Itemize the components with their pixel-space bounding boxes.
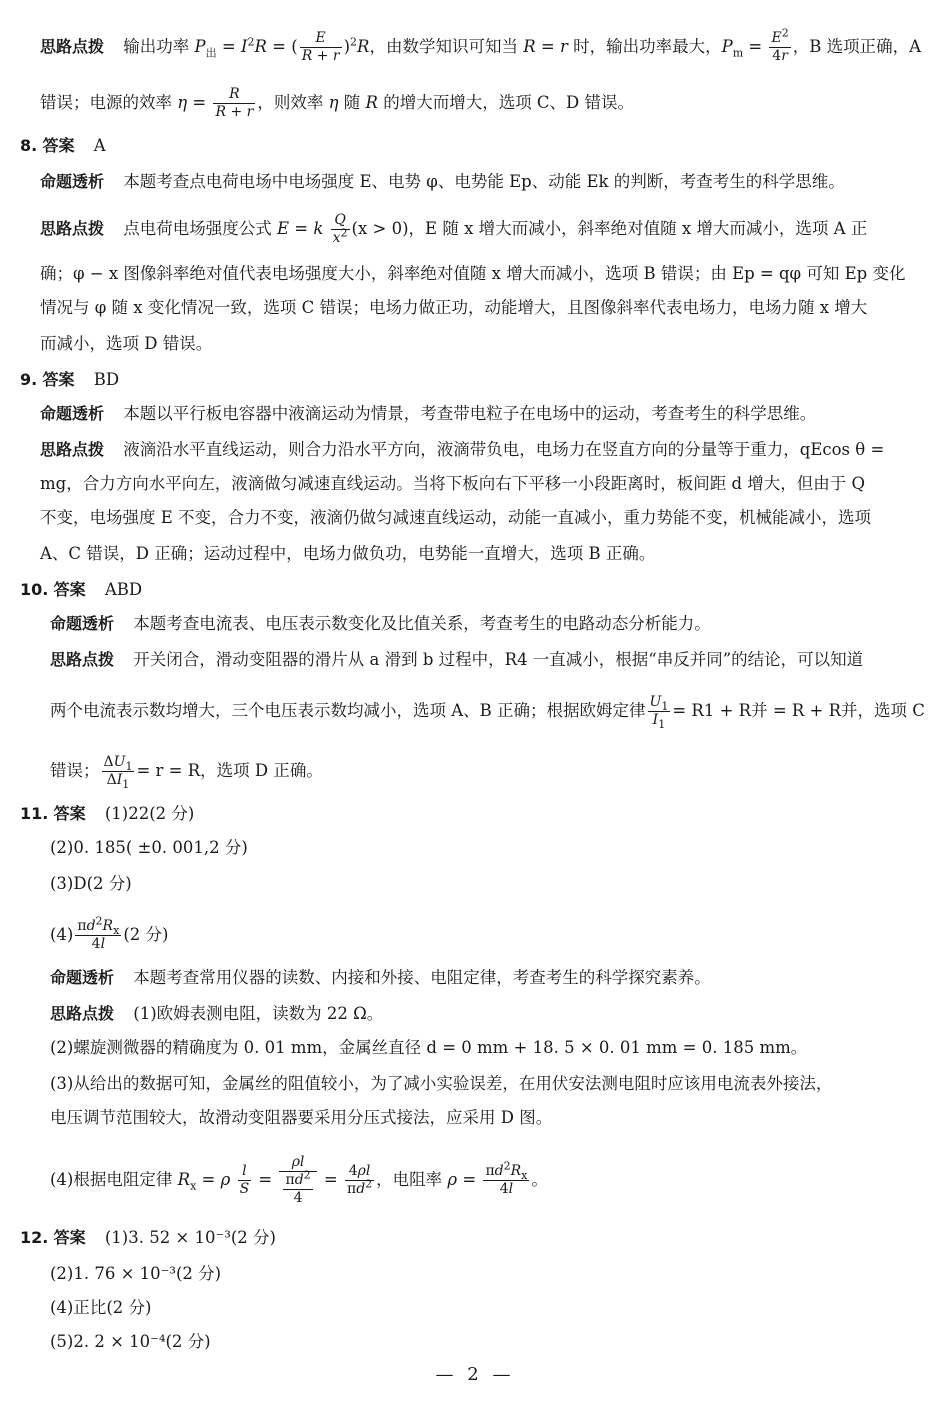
q7-analysis-line1: 思路点拨 输出功率 $P_出 = I^2R$ = ( $\frac{E}{R + r}$ )$^2$R，由数学知识可知当 R = r 时，输出功率最大，$P_m$ = $\frac{E^2}{4r}$ ，B 选项正确，A: [40, 26, 922, 64]
q11-analysis-line3: (3)从给出的数据可知，金属丝的阻值较小，为了减小实验误差，在用伏安法测电阻时应该用电流表外接法，: [50, 1074, 833, 1093]
fraction: $\frac{E}{R + r}$: [301, 30, 340, 64]
q11-answer-3: (3)D(2 分): [50, 874, 132, 893]
q10-analysis-line2: 两个电流表示数均增大，三个电压表示数均减小，选项 A、B 正确；根据欧姆定律 $\frac{U_1}{I_1}$ = R1 + R并 = R + R并，选项 C: [50, 694, 925, 731]
q7-analysis-line2: 错误；电源的效率 η = $\frac{R}{R + r}$ ，则效率 η 随 R 的增大而增大，选项 C、D 错误。: [40, 86, 635, 120]
q11-analysis-line5: (4)根据电阻定律 $R_x = \rho$ $\frac{l}{S}$ = $\frac{\rho l}{\frac{\pi d^2}{4}}$ = $\frac{4\rho l}{\pi d^2}$ ，电阻率 ρ = $\frac{\pi d^2R_x}{4l}$ 。: [50, 1154, 548, 1206]
q8-answer-line: 8. 答案 A: [20, 136, 106, 155]
q12-answer-2: (2)1. 76 × 10⁻³(2 分): [50, 1264, 222, 1283]
fraction: $\frac{Q}{x^2}$: [332, 212, 348, 246]
q8-analysis-line4: 而减小，选项 D 错误。: [40, 334, 213, 353]
q7-analysis-label: 思路点拨: [40, 37, 105, 56]
q10-analysis-line1: 思路点拨 开关闭合，滑动变阻器的滑片从 a 滑到 b 过程中，R4 一直减小，根据“串反并同”的结论，可以知道: [50, 650, 864, 669]
fraction: $\frac{U_1}{I_1}$: [649, 694, 669, 731]
q9-answer-line: 9. 答案 BD: [20, 370, 120, 389]
q11-answer-line: 11. 答案 (1)22(2 分): [20, 804, 195, 823]
fraction: $\frac{\pi d^2R_x}{4l}$: [485, 1159, 528, 1197]
fraction: $\frac{l}{S}$: [239, 1163, 250, 1197]
q11-answer-2: (2)0. 185( ±0. 001,2 分): [50, 838, 248, 857]
q12-answer-5: (5)2. 2 × 10⁻⁴(2 分): [50, 1332, 211, 1351]
q9-analysis-line3: 不变，电场强度 E 不变，合力不变，液滴仍做匀减速直线运动，动能一直减小，重力势能不变，机械能减小，选项: [40, 508, 872, 527]
q9-analysis-line2: mg，合力方向水平向左，液滴做匀减速直线运动。当将下板向右下平移一小段距离时，板间距 d 增大，但由于 Q: [40, 474, 866, 493]
q11-analysis-line4: 电压调节范围较大，故滑动变阻器要采用分压式接法，应采用 D 图。: [50, 1108, 553, 1127]
q8-analysis-line3: 情况与 φ 随 x 变化情况一致，选项 C 错误；电场力做正功，动能增大，且图像斜率代表电场力，电场力随 x 增大: [40, 298, 868, 317]
fraction: $\frac{\Delta U_1}{\Delta I_1}$: [103, 754, 133, 791]
q8-analysis-line1: 思路点拨 点电荷电场强度公式 E = k $\frac{Q}{x^2}$ (x > 0)，E 随 x 增大而减小，斜率绝对值随 x 增大而减小，选项 A 正: [40, 212, 868, 246]
q9-analysis-line4: A、C 错误，D 正确；运动过程中，电场力做负功，电势能一直增大，选项 B 正确。: [40, 544, 656, 563]
fraction: $\frac{R}{R + r}$: [215, 86, 254, 120]
q10-intent: 命题透析 本题考查电流表、电压表示数变化及比值关系，考查考生的电路动态分析能力。: [50, 614, 711, 633]
q10-analysis-line3: 错误； $\frac{\Delta U_1}{\Delta I_1}$ = r = R，选项 D 正确。: [50, 754, 323, 791]
q11-analysis-line2: (2)螺旋测微器的精确度为 0. 01 mm，金属丝直径 d = 0 mm + 18. 5 × 0. 01 mm = 0. 185 mm。: [50, 1038, 808, 1057]
q11-answer-4: (4) $\frac{\pi d^2R_x}{4l}$ (2 分): [50, 914, 169, 952]
q8-intent: 命题透析 本题考查点电荷电场中电场强度 E、电势 φ、电势能 Ep、动能 Ek 的判断，考查考生的科学思维。: [40, 172, 845, 191]
fraction: $\frac{E^2}{4r}$: [771, 26, 789, 64]
q9-analysis-line1: 思路点拨 液滴沿水平直线运动，则合力沿水平方向，液滴带负电，电场力在竖直方向的分量等于重力，qEcos θ =: [40, 440, 885, 459]
fraction: $\frac{\rho l}{\frac{\pi d^2}{4}}$: [279, 1154, 316, 1207]
q11-intent: 命题透析 本题考查常用仪器的读数、内接和外接、电阻定律，考查考生的科学探究素养。: [50, 968, 711, 987]
q9-intent: 命题透析 本题以平行板电容器中液滴运动为情景，考查带电粒子在电场中的运动，考查考生的科学思维。: [40, 404, 817, 423]
fraction: $\frac{4\rho l}{\pi d^2}$: [346, 1163, 373, 1197]
fraction: $\frac{\pi d^2R_x}{4l}$: [77, 914, 120, 952]
q8-analysis-line2: 确；φ − x 图像斜率绝对值代表电场强度大小，斜率绝对值随 x 增大而减小，选项 B 错误；由 Ep = qφ 可知 Ep 变化: [40, 264, 906, 283]
q10-answer-line: 10. 答案 ABD: [20, 580, 143, 599]
q12-answer-line: 12. 答案 (1)3. 52 × 10⁻³(2 分): [20, 1228, 276, 1247]
q11-analysis-line1: 思路点拨 (1)欧姆表测电阻，读数为 22 Ω。: [50, 1004, 384, 1023]
page-number: — 2 —: [435, 1364, 515, 1385]
q12-answer-4: (4)正比(2 分): [50, 1298, 152, 1317]
